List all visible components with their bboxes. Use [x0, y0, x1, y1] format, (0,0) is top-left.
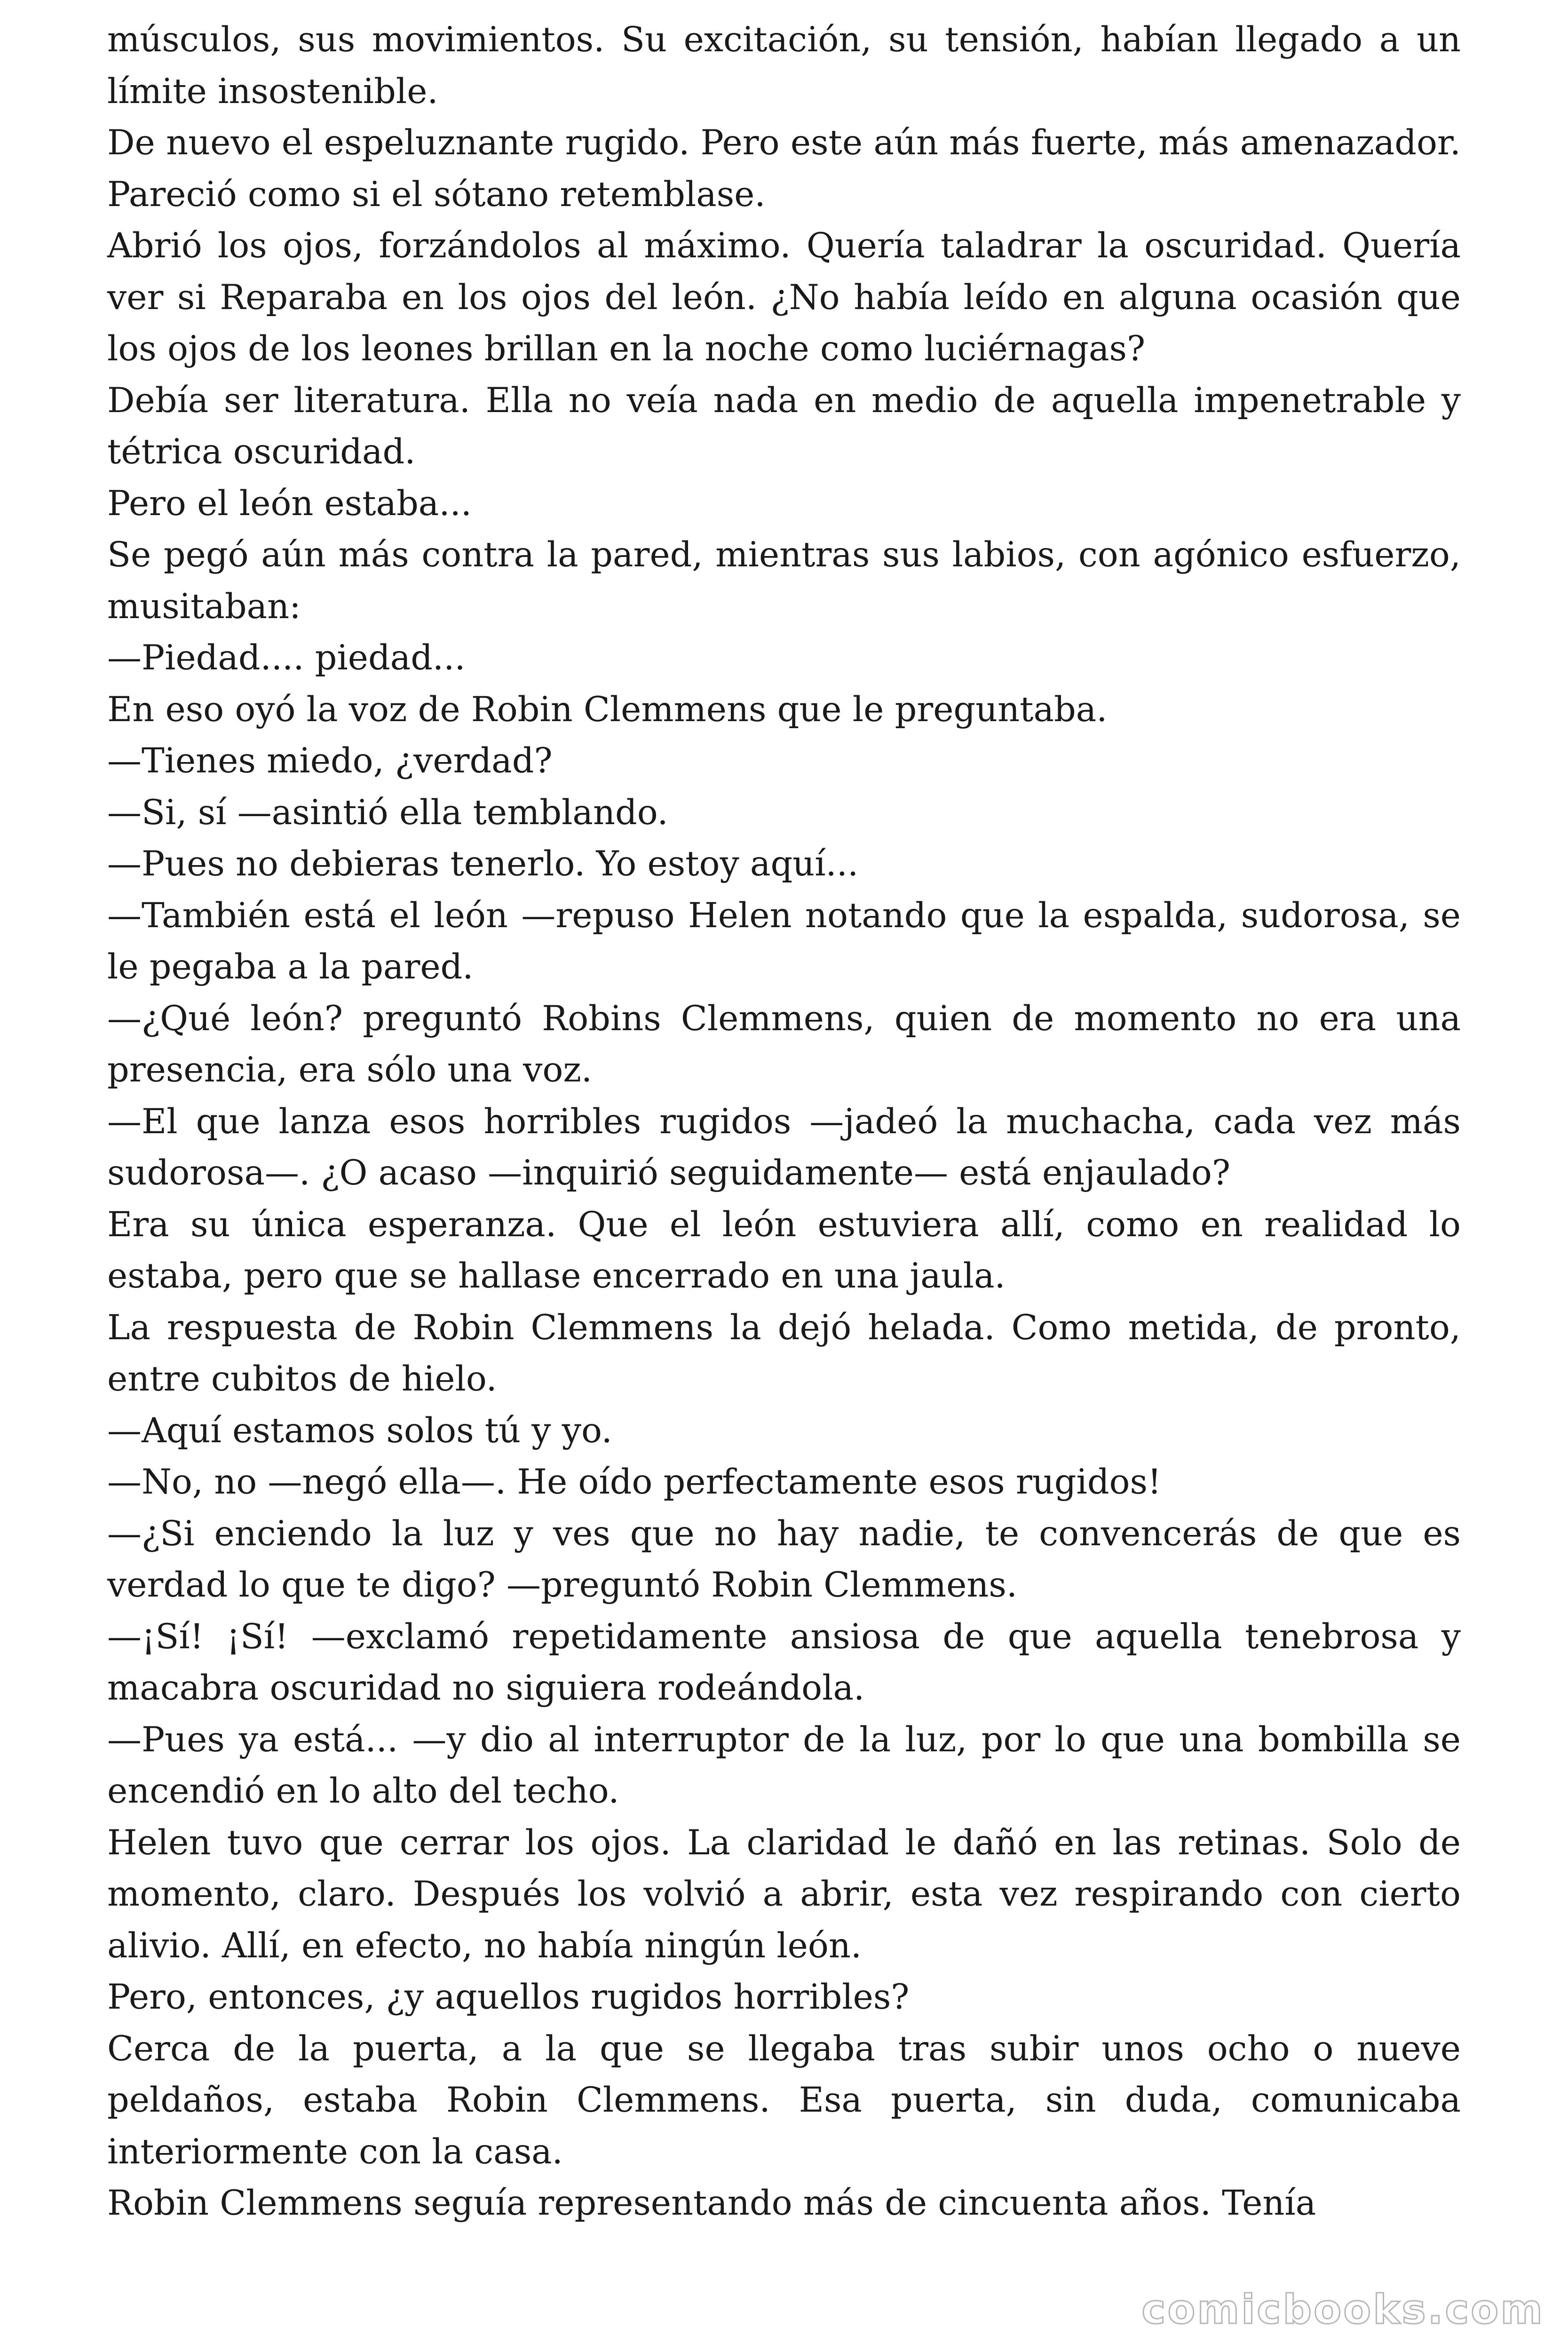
- paragraph: Era su única esperanza. Que el león estuviera allí, como en realidad lo estaba, pero que se hallase encerrado en una jaula.: [107, 1204, 1461, 1296]
- paragraph: músculos, sus movimientos. Su excitación, su tensión, habían llegado a un límite insostenible.: [107, 20, 1461, 111]
- paragraph: —Tienes miedo, ¿verdad?: [107, 741, 553, 781]
- paragraph: —¿Si enciendo la luz y ves que no hay nadie, te convencerás de que es verdad lo que te digo? —preguntó Robin Clemmens.: [107, 1513, 1461, 1605]
- paragraph: La respuesta de Robin Clemmens la dejó helada. Como metida, de pronto, entre cubitos de hielo.: [107, 1307, 1461, 1399]
- paragraph: Se pegó aún más contra la pared, mientras sus labios, con agónico esfuerzo, musitaban:: [107, 535, 1461, 627]
- paragraph: En eso oyó la voz de Robin Clemmens que le preguntaba.: [107, 689, 1108, 730]
- paragraph: —Pues no debieras tenerlo. Yo estoy aquí...: [107, 844, 859, 884]
- paragraph: —Piedad.... piedad...: [107, 638, 466, 678]
- paragraph: Cerca de la puerta, a la que se llegaba tras subir unos ocho o nueve peldaños, estaba Robin Clemmens. Esa puerta, sin duda, comunicaba interiormente con la casa.: [107, 2028, 1461, 2172]
- page-body: [107, 14, 1461, 2338]
- paragraph: Pero, entonces, ¿y aquellos rugidos horribles?: [107, 1977, 910, 2017]
- paragraph: Debía ser literatura. Ella no veía nada en medio de aquella impenetrable y tétrica oscuridad.: [107, 380, 1461, 472]
- paragraph: —Pues ya está... —y dio al interruptor de la luz, por lo que una bombilla se encendió en lo alto del techo.: [107, 1719, 1461, 1811]
- paragraph: —No, no —negó ella—. He oído perfectamente esos rugidos!: [107, 1462, 1162, 1502]
- paragraph: Helen tuvo que cerrar los ojos. La claridad le dañó en las retinas. Solo de momento, claro. Después los volvió a abrir, esta vez respirando con cierto alivio. Allí, en efecto, no había ningún león.: [107, 1822, 1461, 1966]
- paragraph: Robin Clemmens seguía representando más de cincuenta años. Tenía: [107, 2183, 1316, 2223]
- watermark: comicbooks.com: [1141, 2286, 1544, 2333]
- paragraph: Pero el león estaba...: [107, 483, 472, 524]
- paragraph: —Si, sí —asintió ella temblando.: [107, 792, 668, 833]
- paragraph: —También está el león —repuso Helen notando que la espalda, sudorosa, se le pegaba a la pared.: [107, 895, 1461, 987]
- paragraph: —El que lanza esos horribles rugidos —jadeó la muchacha, cada vez más sudorosa—. ¿O acaso —inquirió seguidamente— está enjaulado?: [107, 1101, 1461, 1193]
- paragraph: —¡Sí! ¡Sí! —exclamó repetidamente ansiosa de que aquella tenebrosa y macabra oscuridad no siguiera rodeándola.: [107, 1616, 1461, 1708]
- paragraph: —¿Qué león? preguntó Robins Clemmens, quien de momento no era una presencia, era sólo una voz.: [107, 998, 1461, 1090]
- paragraph: —Aquí estamos solos tú y yo.: [107, 1410, 612, 1451]
- paragraph: De nuevo el espeluznante rugido. Pero este aún más fuerte, más amenazador. Pareció como si el sótano retemblase.: [107, 123, 1461, 215]
- paragraph: Abrió los ojos, forzándolos al máximo. Quería taladrar la oscuridad. Quería ver si Reparaba en los ojos del león. ¿No había leído en alguna ocasión que los ojos de los leones brillan en la noche como luciérnagas?: [107, 226, 1461, 369]
